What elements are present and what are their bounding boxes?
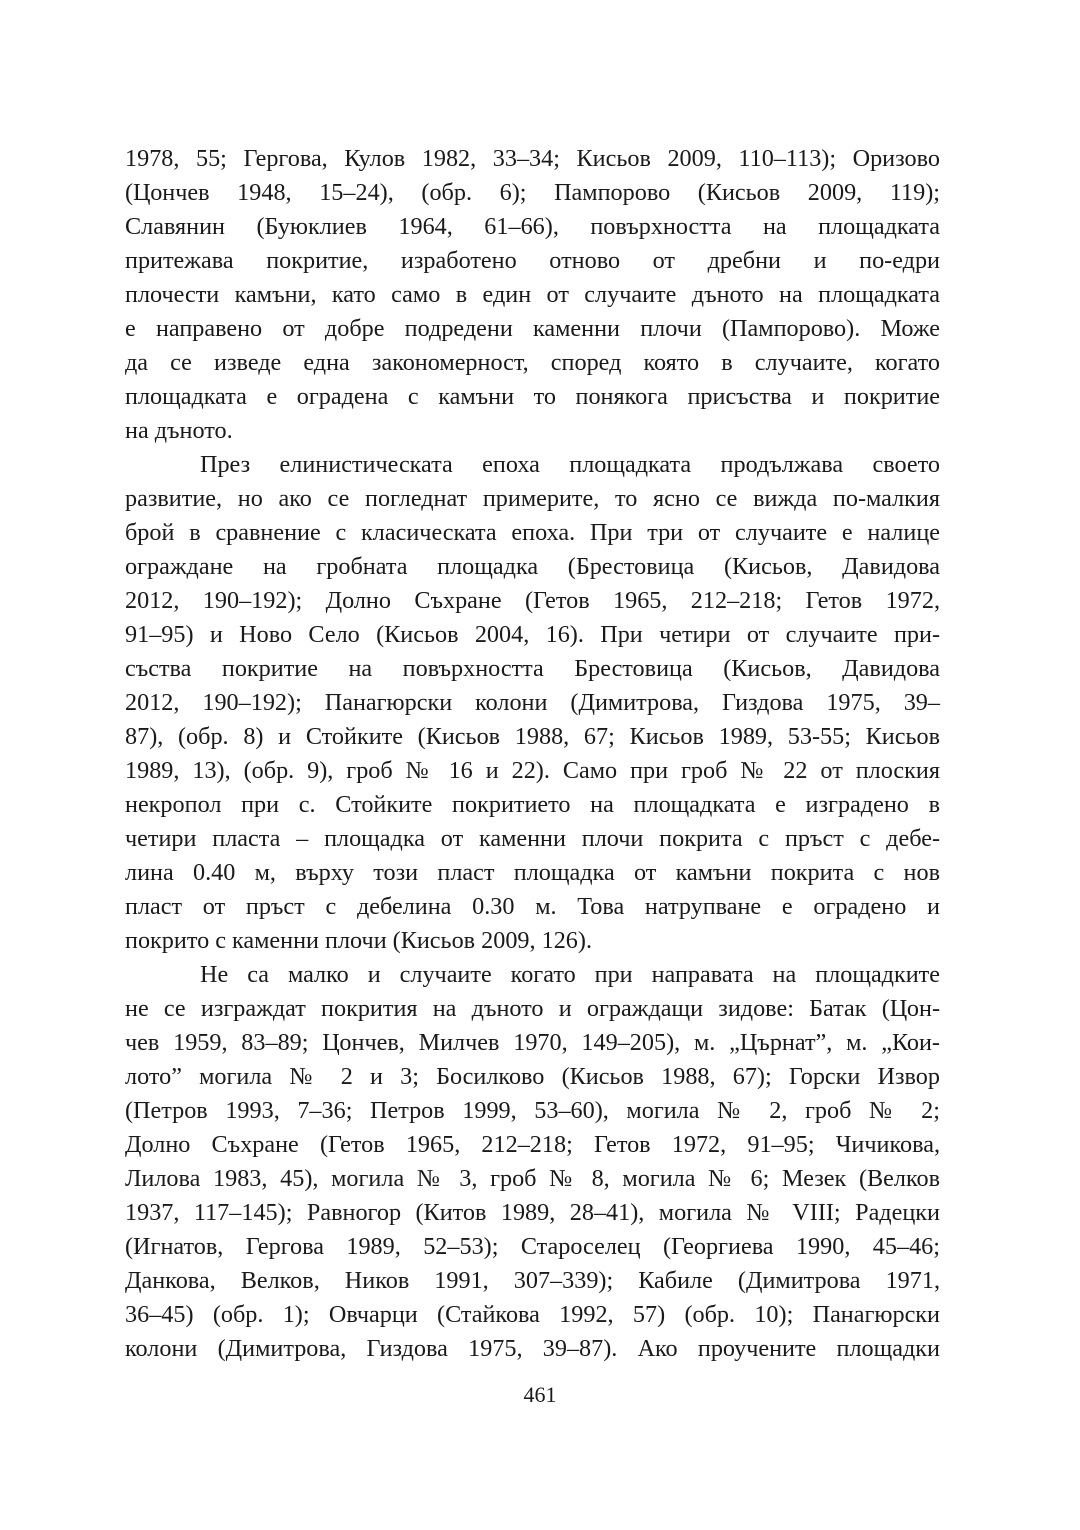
paragraph-3 <box>125 958 940 1366</box>
text-line: 2012, 190–192); Долно Съхране (Гетов 1965, 212–218; Гетов 1972, <box>125 587 940 614</box>
text-line: колони (Димитрова, Гиздова 1975, 39–87). Ако проучените площадки <box>125 1335 940 1362</box>
text-line: развитие, но ако се погледнат примерите, то ясно се вижда по-малкия <box>125 485 940 512</box>
text-line: 1989, 13), (обр. 9), гроб № 16 и 22). Само при гроб № 22 от плоския <box>125 757 940 784</box>
text-line: е направено от добре подредени каменни плочи (Пампорово). Може <box>125 315 940 342</box>
text-line: плочести камъни, като само в един от случаите дъното на площадката <box>125 281 940 308</box>
text-line: лото” могила № 2 и 3; Босилково (Кисьов 1988, 67); Горски Извор <box>125 1063 940 1090</box>
text-line: Данкова, Велков, Ников 1991, 307–339); Кабиле (Димитрова 1971, <box>125 1267 940 1294</box>
text-line: (Игнатов, Гергова 1989, 52–53); Староселец (Георгиева 1990, 45–46; <box>125 1233 940 1260</box>
text-line: Долно Съхране (Гетов 1965, 212–218; Гетов 1972, 91–95; Чичикова, <box>125 1131 940 1158</box>
paragraph-1 <box>125 142 940 448</box>
text-line: През елинистическата епоха площадката продължава своето <box>200 451 940 478</box>
text-line: притежава покритие, изработено отново от дребни и по-едри <box>125 247 940 274</box>
text-line: покрито с каменни плочи (Кисьов 2009, 126). <box>125 927 592 954</box>
text-line: съства покритие на повърхността Брестовица (Кисьов, Давидова <box>125 655 940 682</box>
text-line: Славянин (Буюклиев 1964, 61–66), повърхността на площадката <box>125 213 940 240</box>
text-line: на дъното. <box>125 417 233 444</box>
text-line: некропол при с. Стойките покритието на площадката е изградено в <box>125 791 940 818</box>
text-line: площадката е оградена с камъни то понякога присъства и покритие <box>125 383 940 410</box>
text-line: 1937, 117–145); Равногор (Китов 1989, 28–41), могила № VIII; Радецки <box>125 1199 940 1226</box>
text-line: (Цончев 1948, 15–24), (обр. 6); Пампорово (Кисьов 2009, 119); <box>125 179 940 206</box>
text-line: (Петров 1993, 7–36; Петров 1999, 53–60), могила № 2, гроб № 2; <box>125 1097 940 1124</box>
text-line: чев 1959, 83–89; Цончев, Милчев 1970, 149–205), м. „Църнат”, м. „Кои- <box>125 1029 940 1056</box>
text-line: Не са малко и случаите когато при направата на площадките <box>200 961 940 988</box>
text-line: 91–95) и Ново Село (Кисьов 2004, 16). При четири от случаите при- <box>125 621 940 648</box>
page-number: 461 <box>523 1382 557 1407</box>
body-text <box>125 142 940 1366</box>
text-line: 2012, 190–192); Панагюрски колони (Димитрова, Гиздова 1975, 39– <box>125 689 940 716</box>
text-line: да се изведе една закономерност, според която в случаите, когато <box>125 349 940 376</box>
text-line: лина 0.40 м, върху този пласт площадка от камъни покрита с нов <box>125 859 940 886</box>
text-line: не се изграждат покрития на дъното и ограждащи зидове: Батак (Цон- <box>125 995 940 1022</box>
text-line: четири пласта – площадка от каменни плочи покрита с пръст с дебе- <box>125 825 940 852</box>
text-line: Лилова 1983, 45), могила № 3, гроб № 8, могила № 6; Мезек (Велков <box>125 1165 940 1192</box>
text-line: пласт от пръст с дебелина 0.30 м. Това натрупване е оградено и <box>125 893 940 920</box>
text-line: 1978, 55; Гергова, Кулов 1982, 33–34; Кисьов 2009, 110–113); Оризово <box>125 145 940 172</box>
text-line: 87), (обр. 8) и Стойките (Кисьов 1988, 67; Кисьов 1989, 53-55; Кисьов <box>125 723 940 750</box>
text-line: 36–45) (обр. 1); Овчарци (Стайкова 1992, 57) (обр. 10); Панагюрски <box>125 1301 940 1328</box>
text-line: ограждане на гробната площадка (Брестовица (Кисьов, Давидова <box>125 553 940 580</box>
text-line: брой в сравнение с класическата епоха. При три от случаите е налице <box>125 519 940 546</box>
paragraph-2 <box>125 448 940 958</box>
